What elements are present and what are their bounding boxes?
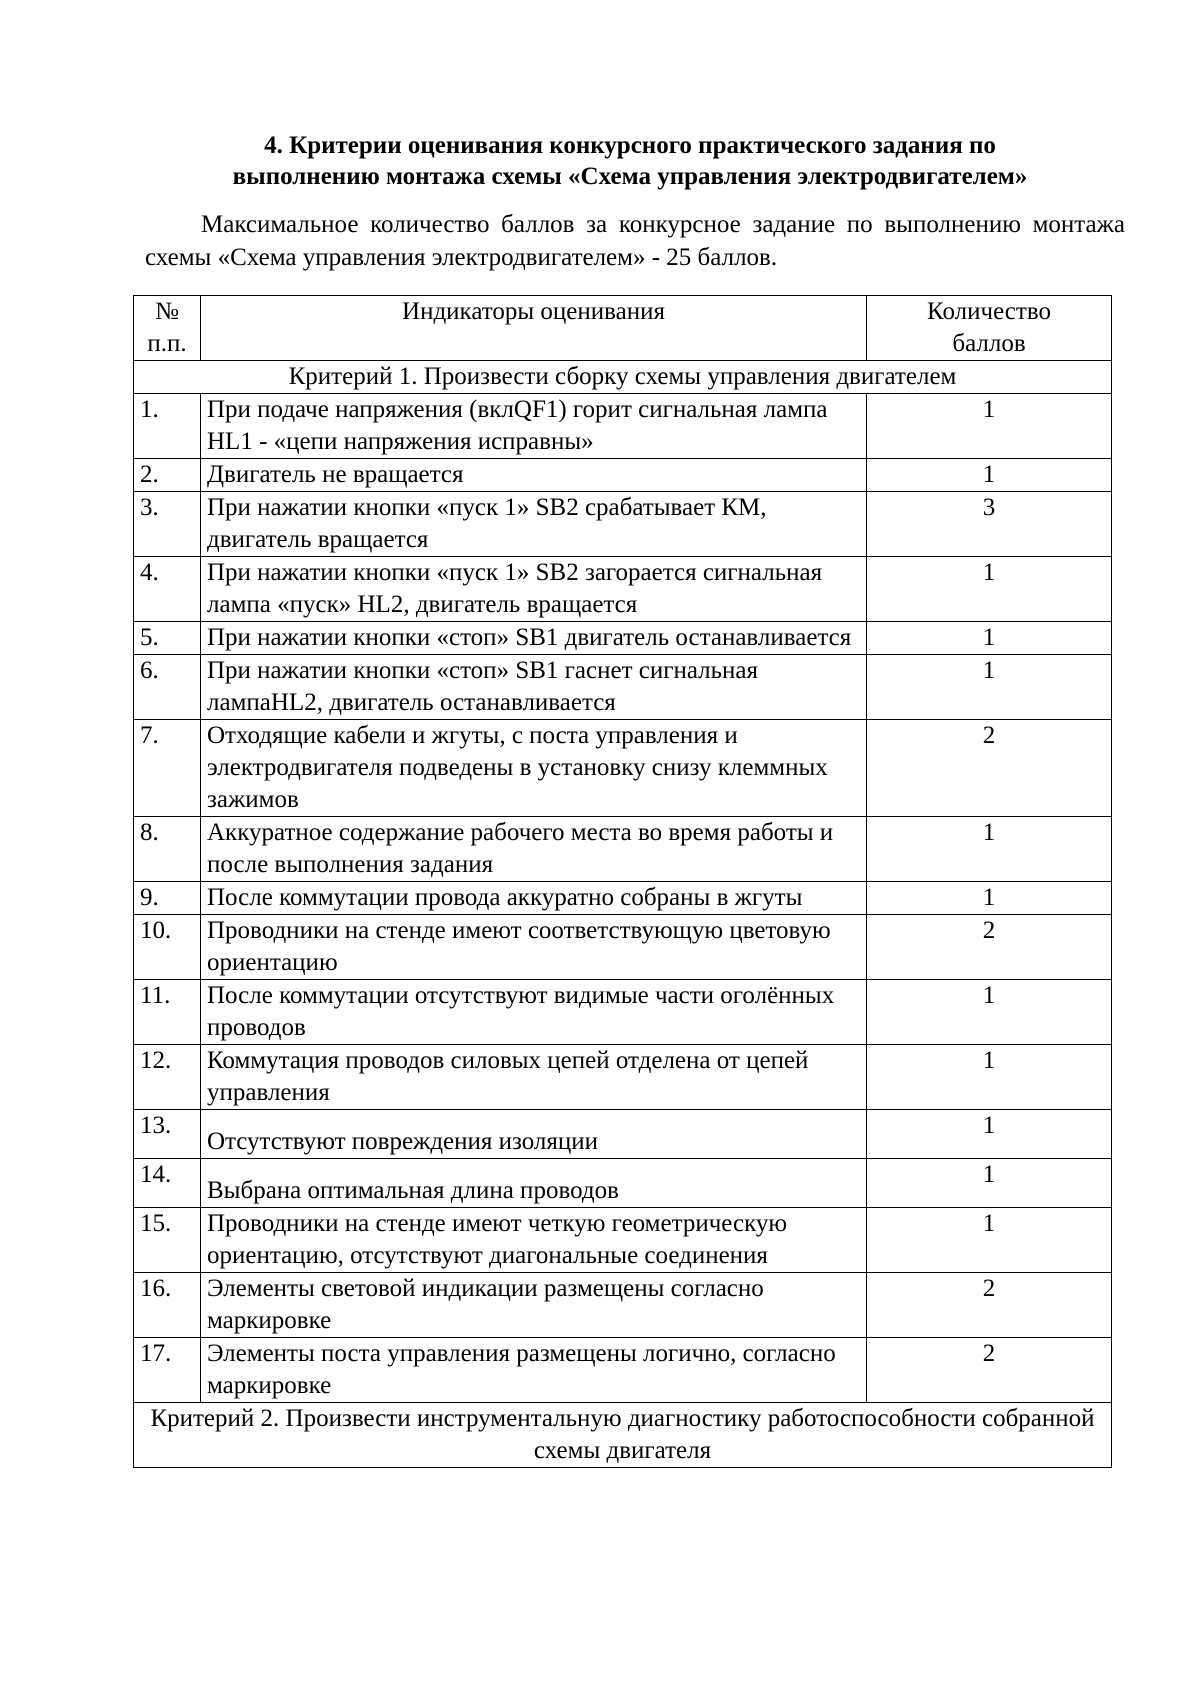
row-points: 1: [867, 1208, 1112, 1273]
table-row: [134, 655, 1112, 720]
row-indicator: Элементы световой индикации размещены согласно маркировке: [201, 1273, 867, 1338]
table-row: [134, 980, 1112, 1045]
row-points: 2: [867, 1338, 1112, 1403]
row-points: 1: [867, 1110, 1112, 1159]
row-indicator: При нажатии кнопки «пуск 1» SB2 срабатывает КМ, двигатель вращается: [201, 492, 867, 557]
table-row: [134, 882, 1112, 915]
header-points: Количество баллов: [867, 296, 1112, 361]
row-number: 5.: [134, 622, 201, 655]
table-row: [134, 557, 1112, 622]
row-number: 4.: [134, 557, 201, 622]
row-points: 2: [867, 1273, 1112, 1338]
header-num: № п.п.: [134, 296, 201, 361]
criterion-2-heading: Критерий 2. Произвести инструментальную диагностику работоспособности собранной схемы двигателя: [134, 1403, 1112, 1468]
row-points: 1: [867, 817, 1112, 882]
row-points: 1: [867, 394, 1112, 459]
row-points: 1: [867, 622, 1112, 655]
table-header-row: [134, 296, 1112, 361]
row-indicator: После коммутации отсутствуют видимые части оголённых проводов: [201, 980, 867, 1045]
row-number: 8.: [134, 817, 201, 882]
table-row: [134, 915, 1112, 980]
row-indicator: Проводники на стенде имеют четкую геометрическую ориентацию, отсутствуют диагональные соединения: [201, 1208, 867, 1273]
row-points: 1: [867, 1045, 1112, 1110]
row-indicator: После коммутации провода аккуратно собраны в жгуты: [201, 882, 867, 915]
row-number: 15.: [134, 1208, 201, 1273]
row-indicator: При нажатии кнопки «пуск 1» SB2 загорается сигнальная лампа «пуск» HL2, двигатель вращается: [201, 557, 867, 622]
table-row: [134, 492, 1112, 557]
row-points: 1: [867, 1159, 1112, 1208]
row-number: 7.: [134, 720, 201, 817]
row-number: 11.: [134, 980, 201, 1045]
row-number: 17.: [134, 1338, 201, 1403]
row-indicator: Отсутствуют повреждения изоляции: [201, 1110, 867, 1159]
table-row: [134, 720, 1112, 817]
row-points: 3: [867, 492, 1112, 557]
row-indicator: Выбрана оптимальная длина проводов: [201, 1159, 867, 1208]
header-indicators: Индикаторы оценивания: [201, 296, 867, 361]
row-number: 16.: [134, 1273, 201, 1338]
row-indicator: Аккуратное содержание рабочего места во время работы и после выполнения задания: [201, 817, 867, 882]
row-number: 12.: [134, 1045, 201, 1110]
table-row: [134, 1273, 1112, 1338]
criterion-1-heading: Критерий 1. Произвести сборку схемы управления двигателем: [134, 361, 1112, 394]
intro-paragraph: [145, 208, 1125, 274]
criteria-table: [133, 295, 1112, 1468]
title-line-2: выполнению монтажа схемы «Схема управления электродвигателем»: [232, 163, 1028, 190]
row-indicator: Коммутация проводов силовых цепей отделена от цепей управления: [201, 1045, 867, 1110]
table-row: [134, 1208, 1112, 1273]
title-line-1: 4. Критерии оценивания конкурсного практического задания по: [264, 132, 996, 159]
row-number: 3.: [134, 492, 201, 557]
table-row: [134, 459, 1112, 492]
row-indicator: Отходящие кабели и жгуты, с поста управления и электродвигателя подведены в установку снизу клеммных зажимов: [201, 720, 867, 817]
section-title: [135, 130, 1125, 192]
criterion-1-row: [134, 361, 1112, 394]
row-number: 6.: [134, 655, 201, 720]
row-number: 2.: [134, 459, 201, 492]
row-points: 1: [867, 655, 1112, 720]
row-indicator: При нажатии кнопки «стоп» SB1 двигатель останавливается: [201, 622, 867, 655]
row-points: 2: [867, 915, 1112, 980]
row-points: 2: [867, 720, 1112, 817]
table-row: [134, 817, 1112, 882]
table-row: [134, 1159, 1112, 1208]
table-row: [134, 1338, 1112, 1403]
table-row: [134, 1045, 1112, 1110]
row-points: 1: [867, 980, 1112, 1045]
row-points: 1: [867, 459, 1112, 492]
row-indicator: Двигатель не вращается: [201, 459, 867, 492]
table-row: [134, 394, 1112, 459]
table-row: [134, 622, 1112, 655]
row-indicator: При нажатии кнопки «стоп» SB1 гаснет сигнальная лампаHL2, двигатель останавливается: [201, 655, 867, 720]
row-number: 9.: [134, 882, 201, 915]
intro-text: Максимальное количество баллов за конкурсное задание по выполнению монтажа схемы «Схема управления электродвигателем» - 25 баллов.: [145, 211, 1125, 271]
table-row: [134, 1110, 1112, 1159]
row-number: 1.: [134, 394, 201, 459]
row-points: 1: [867, 882, 1112, 915]
row-points: 1: [867, 557, 1112, 622]
criterion-2-row: [134, 1403, 1112, 1468]
row-number: 10.: [134, 915, 201, 980]
row-indicator: При подаче напряжения (вклQF1) горит сигнальная лампа HL1 - «цепи напряжения исправны»: [201, 394, 867, 459]
row-number: 14.: [134, 1159, 201, 1208]
row-number: 13.: [134, 1110, 201, 1159]
row-indicator: Проводники на стенде имеют соответствующую цветовую ориентацию: [201, 915, 867, 980]
row-indicator: Элементы поста управления размещены логично, согласно маркировке: [201, 1338, 867, 1403]
